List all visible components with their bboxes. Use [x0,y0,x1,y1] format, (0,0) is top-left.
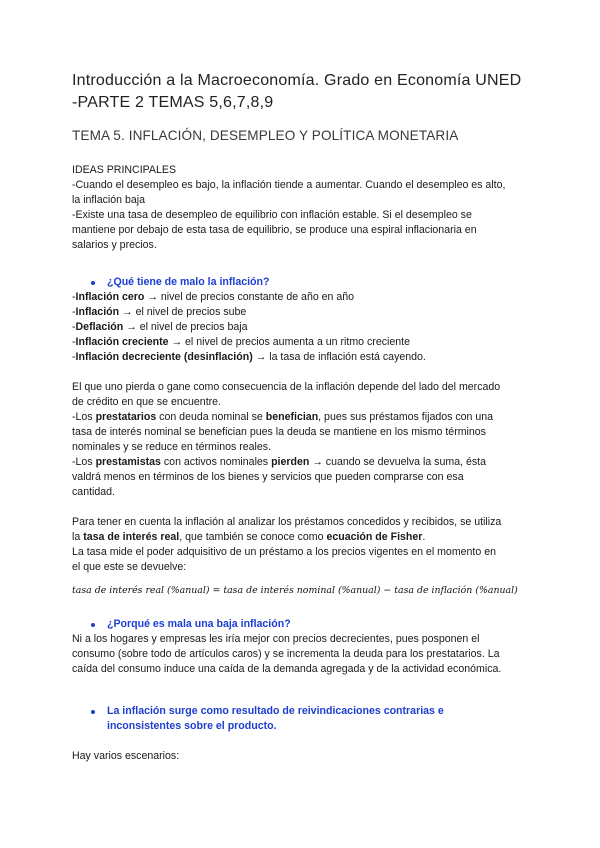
definition-line: -Inflación decreciente (desinflación) → la tasa de inflación está cayendo. [72,351,426,363]
question-what-is-wrong: ¿Qué tiene de malo la inflación? [107,276,270,288]
bullet-icon [91,710,95,714]
paragraph-line: Para tener en cuenta la inflación al analizar los préstamos concedidos y recibidos, se utiliza [72,516,502,528]
paragraph-line: de crédito en que se encuentre. [72,396,222,408]
question-low-inflation: ¿Porqué es mala una baja inflación? [107,618,291,630]
ideas-line: salarios y precios. [72,239,157,251]
paragraph-line: tasa de interés nominal se benefician pues la deuda se mantiene en los mismo términos [72,426,486,438]
ideas-line: la inflación baja [72,194,146,206]
document-title-line2: -PARTE 2 TEMAS 5,6,7,8,9 [72,94,274,111]
section-heading: TEMA 5. INFLACIÓN, DESEMPLEO Y POLÍTICA MONETARIA [72,128,459,143]
bullet-icon [91,281,95,285]
paragraph-line: consumo (sobre todo de artículos caros) y se incrementa la deuda para los prestatarios. La [72,648,500,660]
paragraph-line: nominales y se reduce en términos reales. [72,441,272,453]
scenarios-line: Hay varios escenarios: [72,750,180,762]
definition-line: -Deflación → el nivel de precios baja [72,321,248,333]
paragraph-line: el que este se devuelve: [72,561,187,573]
definition-line: -Inflación creciente → el nivel de precios aumenta a un ritmo creciente [72,336,410,348]
borrowers-line: -Los prestatarios con deuda nominal se benefician, pues sus préstamos fijados con una [72,411,494,423]
fisher-equation: tasa de interés real (%anual) = tasa de interés nominal (%anual) − tasa de inflación (%anual) [72,585,518,596]
ideas-line: -Cuando el desempleo es bajo, la inflación tiende a aumentar. Cuando el desempleo es alto, [72,179,506,191]
definition-line: -Inflación → el nivel de precios sube [72,306,247,318]
document-title-line1: Introducción a la Macroeconomía. Grado en Economía UNED [72,72,522,89]
paragraph-line: La tasa mide el poder adquisitivo de un préstamo a los precios vigentes en el momento en [72,546,496,558]
lenders-line: -Los prestamistas con activos nominales pierden → cuando se devuelva la suma, ésta [72,456,486,468]
ideas-line: mantiene por debajo de esta tasa de equilibrio, se produce una espiral inflacionaria en [72,224,477,236]
paragraph-line: caída del consumo induce una caída de la demanda agregada y de la actividad económica. [72,663,502,675]
inflation-origin-heading: inconsistentes sobre el producto. [107,720,277,732]
paragraph-line: valdrá menos en términos de los bienes y servicios que pueden comprarse con esa [72,471,464,483]
paragraph-line: El que uno pierda o gane como consecuencia de la inflación depende del lado del mercado [72,381,501,393]
paragraph-line: cantidad. [72,486,115,498]
fisher-line: la tasa de interés real, que también se conoce como ecuación de Fisher. [72,531,426,543]
inflation-origin-heading: La inflación surge como resultado de reivindicaciones contrarias e [107,705,444,717]
definition-line: -Inflación cero → nivel de precios constante de año en año [72,291,355,303]
ideas-line: -Existe una tasa de desempleo de equilibrio con inflación estable. Si el desempleo se [72,209,472,221]
paragraph-line: Ni a los hogares y empresas les iría mejor con precios decrecientes, pues posponen el [72,633,480,645]
bullet-icon [91,623,95,627]
ideas-heading: IDEAS PRINCIPALES [72,164,177,176]
